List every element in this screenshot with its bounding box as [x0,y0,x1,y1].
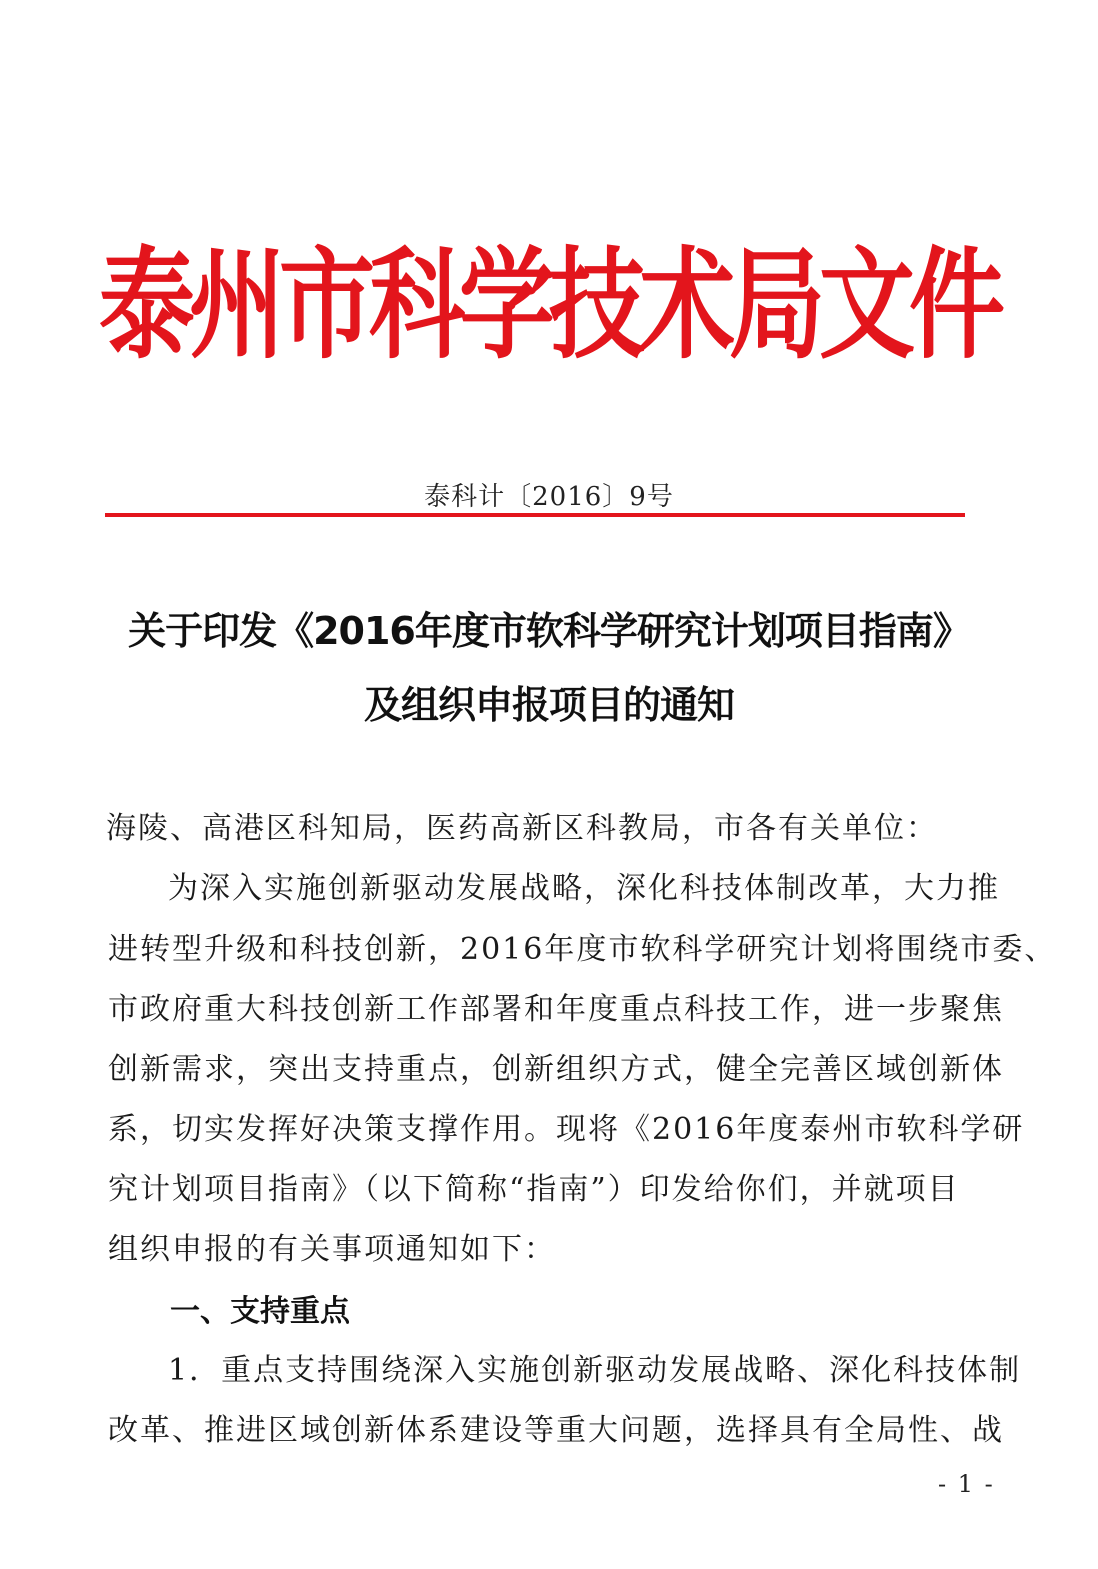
recipients-line: 海陵、高港区科知局，医药高新区科教局，市各有关单位： [106,811,938,846]
paragraph-1-line-6: 究计划项目指南》（以下简称“指南”）印发给你们，并就项目 [108,1172,960,1207]
page-number: - 1 - [938,1470,995,1498]
paragraph-1-line-4: 创新需求，突出支持重点，创新组织方式，健全完善区域创新体 [108,1052,1004,1087]
paragraph-1-line-7: 组织申报的有关事项通知如下： [108,1232,556,1267]
item-1-line-1: 1．重点支持围绕深入实施创新驱动发展战略、深化科技体制 [168,1353,1022,1388]
item-1-line-2: 改革、推进区域创新体系建设等重大问题，选择具有全局性、战 [108,1413,1004,1448]
document-number: 泰科计〔2016〕9号 [424,482,674,512]
notice-title-line-2: 及组织申报项目的通知 [363,683,734,727]
notice-title-line-1: 关于印发《2016年度市软科学研究计划项目指南》 [128,609,970,653]
section-1-heading: 一、支持重点 [170,1294,350,1329]
paragraph-1-line-2: 进转型升级和科技创新，2016年度市软科学研究计划将围绕市委、 [108,932,1057,967]
red-divider-line [105,513,965,517]
paragraph-1-line-5: 系，切实发挥好决策支撑作用。现将《2016年度泰州市软科学研 [108,1112,1025,1147]
paragraph-1-line-3: 市政府重大科技创新工作部署和年度重点科技工作，进一步聚焦 [108,992,1004,1027]
agency-header-title: 泰州市科学技术局文件 [99,235,999,375]
paragraph-1-line-1: 为深入实施创新驱动发展战略，深化科技体制改革，大力推 [168,871,1000,906]
